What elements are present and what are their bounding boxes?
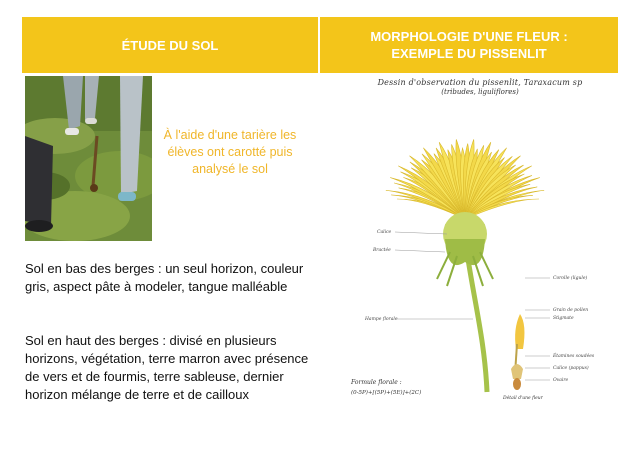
header-soil-study: [22, 17, 318, 73]
soil-sampling-photo: [25, 76, 152, 241]
label-bractee: Bractée: [373, 248, 391, 253]
detail-caption: Détail d'une fleur: [503, 396, 543, 401]
paragraph-upper-banks: Sol en haut des berges : divisé en plusieurs horizons, végétation, terre marron avec présence de vers et de fourmis, terre sableuse, dernier horizon mélange de terre et de cailloux: [25, 333, 309, 402]
label-corolle: Corolle (ligule): [553, 276, 588, 281]
floral-formula: (0-5P)+[(5P)+(5E)]+(2C): [351, 390, 422, 396]
paragraph-lower-banks: Sol en bas des berges : un seul horizon, couleur gris, aspect pâte à modeler, tangue malléable: [25, 261, 304, 294]
formula-title: Formule florale :: [351, 379, 402, 386]
photo-caption: À l'aide d'une tarière les élèves ont carotté puis analysé le sol: [163, 128, 297, 176]
label-ovaire: Ovaire: [553, 378, 569, 383]
label-etamines: Étamines soudées: [553, 354, 595, 359]
flower-title-line2: EXEMPLE DU PISSENLIT: [391, 46, 547, 61]
label-hampe: Hampe florale: [365, 317, 398, 322]
label-calice-pappus: Calice (pappus): [553, 366, 589, 371]
label-grain: Grain de pollen: [553, 308, 589, 313]
soil-study-title: ÉTUDE DU SOL: [121, 37, 219, 53]
flower-title-line1: MORPHOLOGIE D'UNE FLEUR :: [370, 29, 568, 44]
drawing-title: Dessin d'observation du pissenlit, Taraxacum sp: [377, 78, 583, 87]
label-stigmate: Stigmate: [553, 316, 574, 321]
header-flower-morphology: [320, 17, 618, 73]
dandelion-drawing: [335, 74, 625, 414]
label-calice: Calice: [377, 230, 392, 235]
drawing-subtitle: (tribudes, liguliflores): [441, 88, 519, 96]
